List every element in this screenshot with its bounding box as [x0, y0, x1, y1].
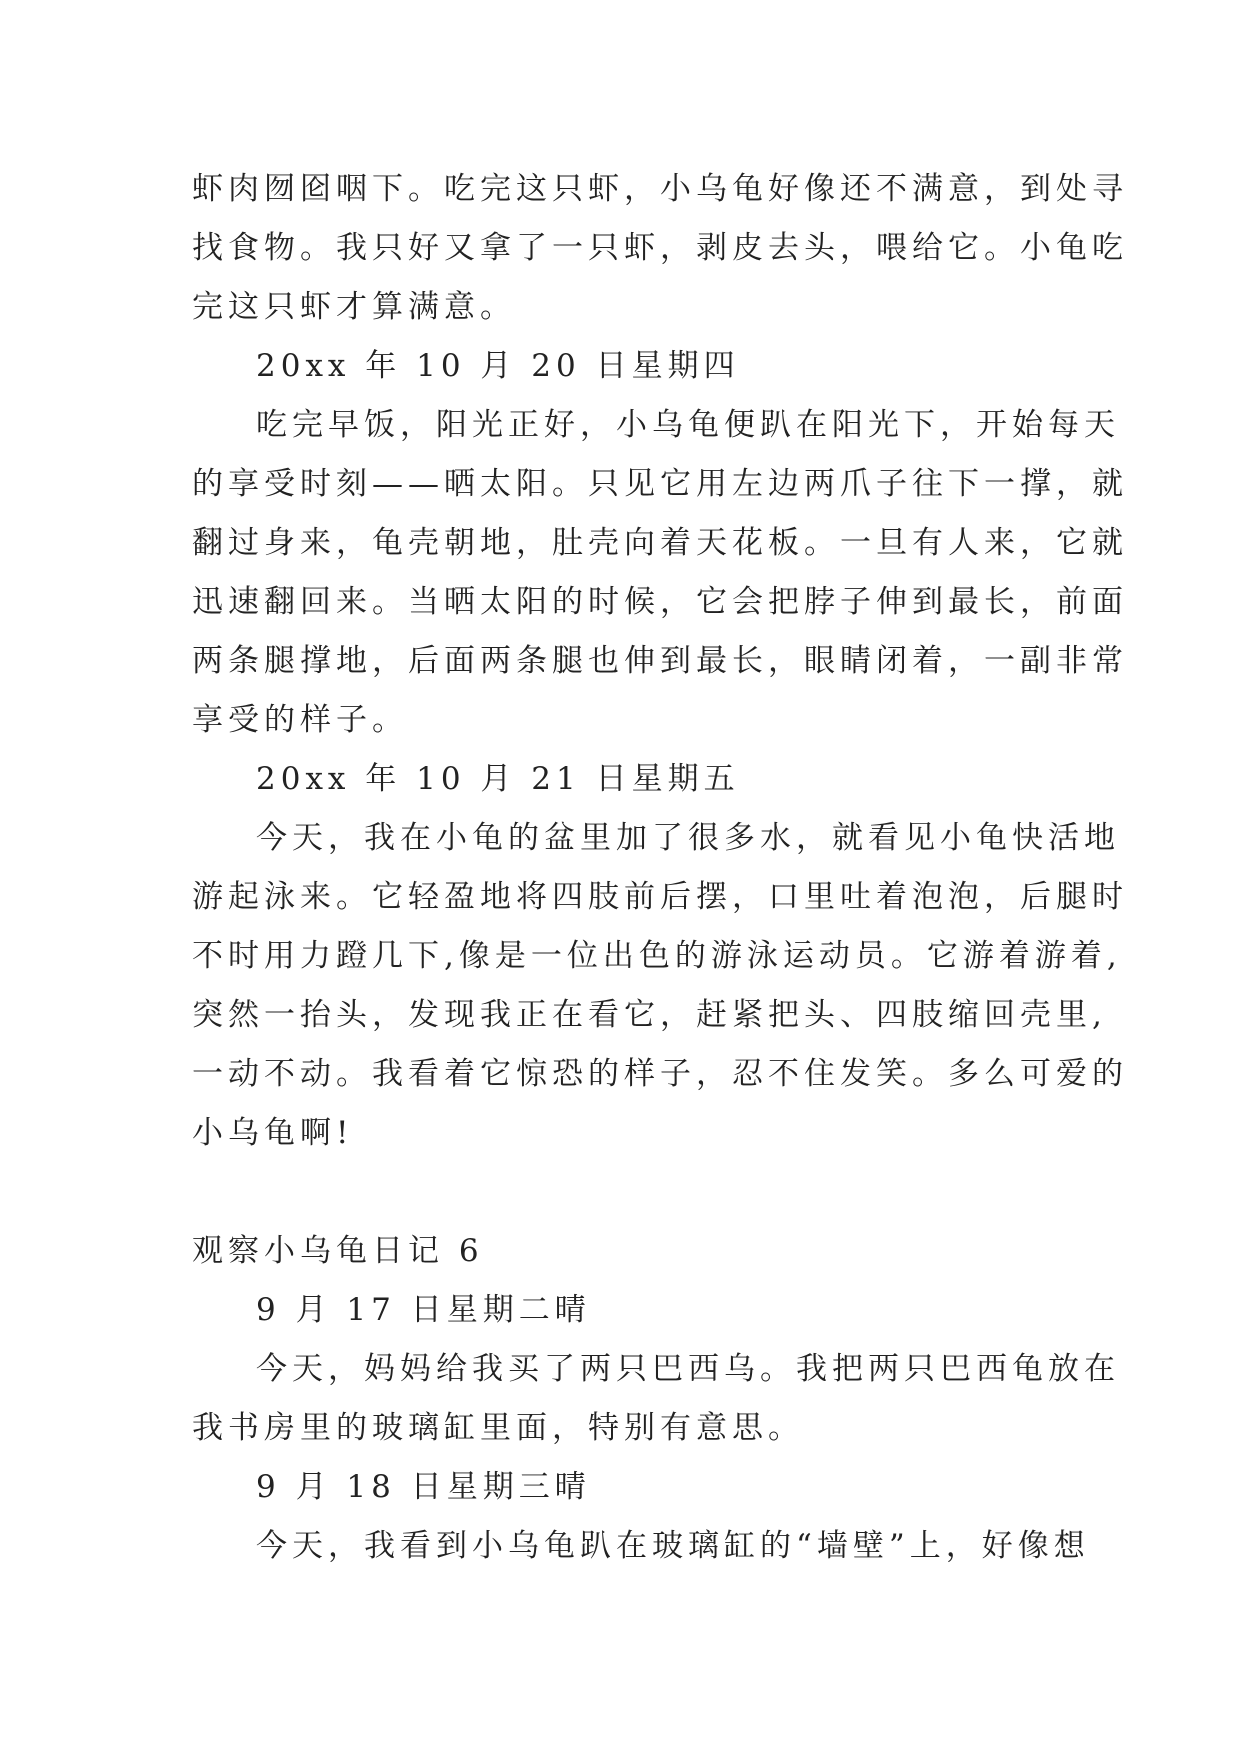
- diary-date-heading: 20xx 年 10 月 21 日星期五: [256, 761, 740, 797]
- body-line: 吃完早饭，阳光正好，小乌龟便趴在阳光下，开始每天: [256, 407, 1120, 443]
- section-spacer: [192, 1163, 1051, 1222]
- body-line: 享受的样子。: [192, 702, 408, 738]
- body-line: 突然一抬头，发现我正在看它，赶紧把头、四肢缩回壳里,: [192, 997, 1107, 1033]
- body-line: 今天，我看到小乌龟趴在玻璃缸的“墙壁”上，好像想: [256, 1528, 1090, 1564]
- body-line: 我书房里的玻璃缸里面，特别有意思。: [192, 1410, 804, 1446]
- body-line: 完这只虾才算满意。: [192, 289, 516, 325]
- body-line: 迅速翻回来。当晒太阳的时候，它会把脖子伸到最长，前面: [192, 584, 1128, 620]
- body-line: 虾肉囫囵咽下。吃完这只虾，小乌龟好像还不满意，到处寻: [192, 171, 1128, 207]
- body-line: 找食物。我只好又拿了一只虾，剥皮去头，喂给它。小龟吃: [192, 230, 1128, 266]
- body-line: 的享受时刻——晒太阳。只见它用左边两爪子往下一撑，就: [192, 466, 1128, 502]
- body-line: 翻过身来，龟壳朝地，肚壳向着天花板。一旦有人来，它就: [192, 525, 1128, 561]
- body-line: 不时用力蹬几下,像是一位出色的游泳运动员。它游着游着,: [192, 938, 1122, 974]
- diary-date-heading: 9 月 17 日星期二晴: [256, 1292, 591, 1328]
- body-line: 游起泳来。它轻盈地将四肢前后摆，口里吐着泡泡，后腿时: [192, 879, 1128, 915]
- body-line: 今天，我在小龟的盆里加了很多水，就看见小龟快活地: [256, 820, 1120, 856]
- diary-date-heading: 20xx 年 10 月 20 日星期四: [256, 348, 740, 384]
- body-line: 两条腿撑地，后面两条腿也伸到最长，眼睛闭着，一副非常: [192, 643, 1128, 679]
- section-title: 观察小乌龟日记 6: [192, 1233, 484, 1269]
- body-line: 今天，妈妈给我买了两只巴西乌。我把两只巴西龟放在: [256, 1351, 1120, 1387]
- diary-date-heading: 9 月 18 日星期三晴: [256, 1469, 591, 1505]
- body-line: 小乌龟啊!: [192, 1115, 354, 1151]
- body-line: 一动不动。我看着它惊恐的样子，忍不住发笑。多么可爱的: [192, 1056, 1128, 1092]
